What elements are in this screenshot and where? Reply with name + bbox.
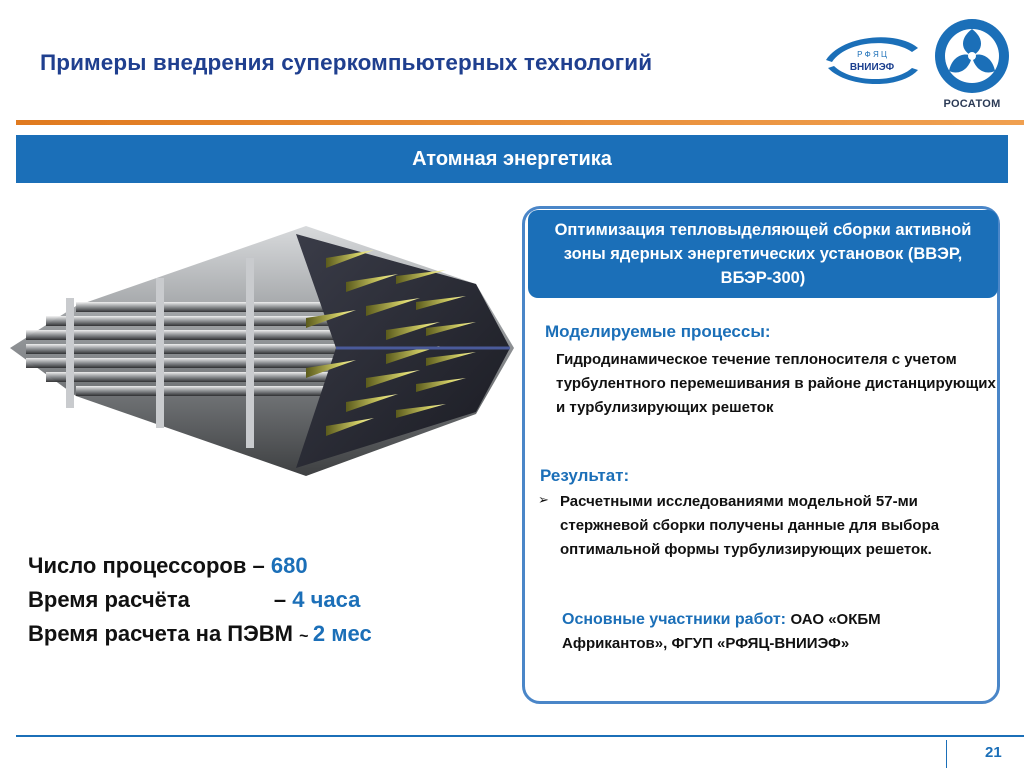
stat-pc-time-tilde: ~ — [299, 628, 313, 645]
stat-processors — [28, 552, 372, 586]
fuel-assembly-image — [6, 218, 518, 480]
rosatom-logo — [932, 16, 1012, 122]
compute-stats — [28, 552, 372, 654]
stat-calc-time-dash: – — [273, 587, 293, 612]
stat-calc-time — [28, 586, 372, 620]
participants — [562, 608, 972, 656]
arrow-bullet-icon: ➢ — [538, 492, 549, 507]
processes-heading: Моделируемые процессы: — [545, 322, 771, 341]
stat-calc-time-label: Время расчёта — [28, 587, 190, 612]
stat-processors-value: 680 — [270, 553, 308, 578]
svg-text:ВНИИЭФ: ВНИИЭФ — [849, 62, 895, 73]
rosatom-wordmark: РОСАТОМ — [943, 98, 1001, 110]
result-heading: Результат: — [540, 466, 630, 485]
result-text: Расчетными исследованиями модельной 57-ми стержневой сборки получены данные для выбора оптимальной формы турбулизирующих решеток. — [560, 493, 940, 558]
rosatom-emblem-icon — [932, 16, 1012, 96]
svg-text:Р Ф Я Ц: Р Ф Я Ц — [857, 50, 887, 59]
stat-pc-time — [28, 620, 372, 654]
slide-title: Примеры внедрения суперкомпьютерных технологий — [40, 50, 653, 75]
processes-text: Гидродинамическое течение теплоносителя с учетом турбулентного перемешивания в районе дистанцирующих и турбулизирующих решеток — [556, 351, 996, 416]
stat-pc-time-label: Время расчета на ПЭВМ — [28, 621, 300, 646]
participants-label: Основные участники работ: — [562, 611, 791, 628]
stat-calc-time-value: 4 часа — [292, 587, 361, 612]
participants-text: ОАО «ОКБМ Африкантов», ФГУП «РФЯЦ-ВНИИЭФ» — [562, 611, 881, 652]
stat-pc-time-value: 2 мес — [312, 621, 372, 646]
section-banner: Атомная энергетика — [16, 135, 1008, 183]
stat-processors-label: Число процессоров – — [28, 553, 271, 578]
panel-header — [528, 210, 998, 298]
panel-header-text: Оптимизация тепловыделяющей сборки активной зоны ядерных энергетических установок (ВВЭР, ВБЭР-300) — [554, 221, 972, 287]
rfyac-vniief-logo — [822, 30, 922, 92]
page-number-divider — [946, 740, 947, 768]
header-divider — [16, 120, 1024, 125]
page-number: 21 — [985, 744, 1002, 761]
footer-divider — [16, 735, 1024, 737]
